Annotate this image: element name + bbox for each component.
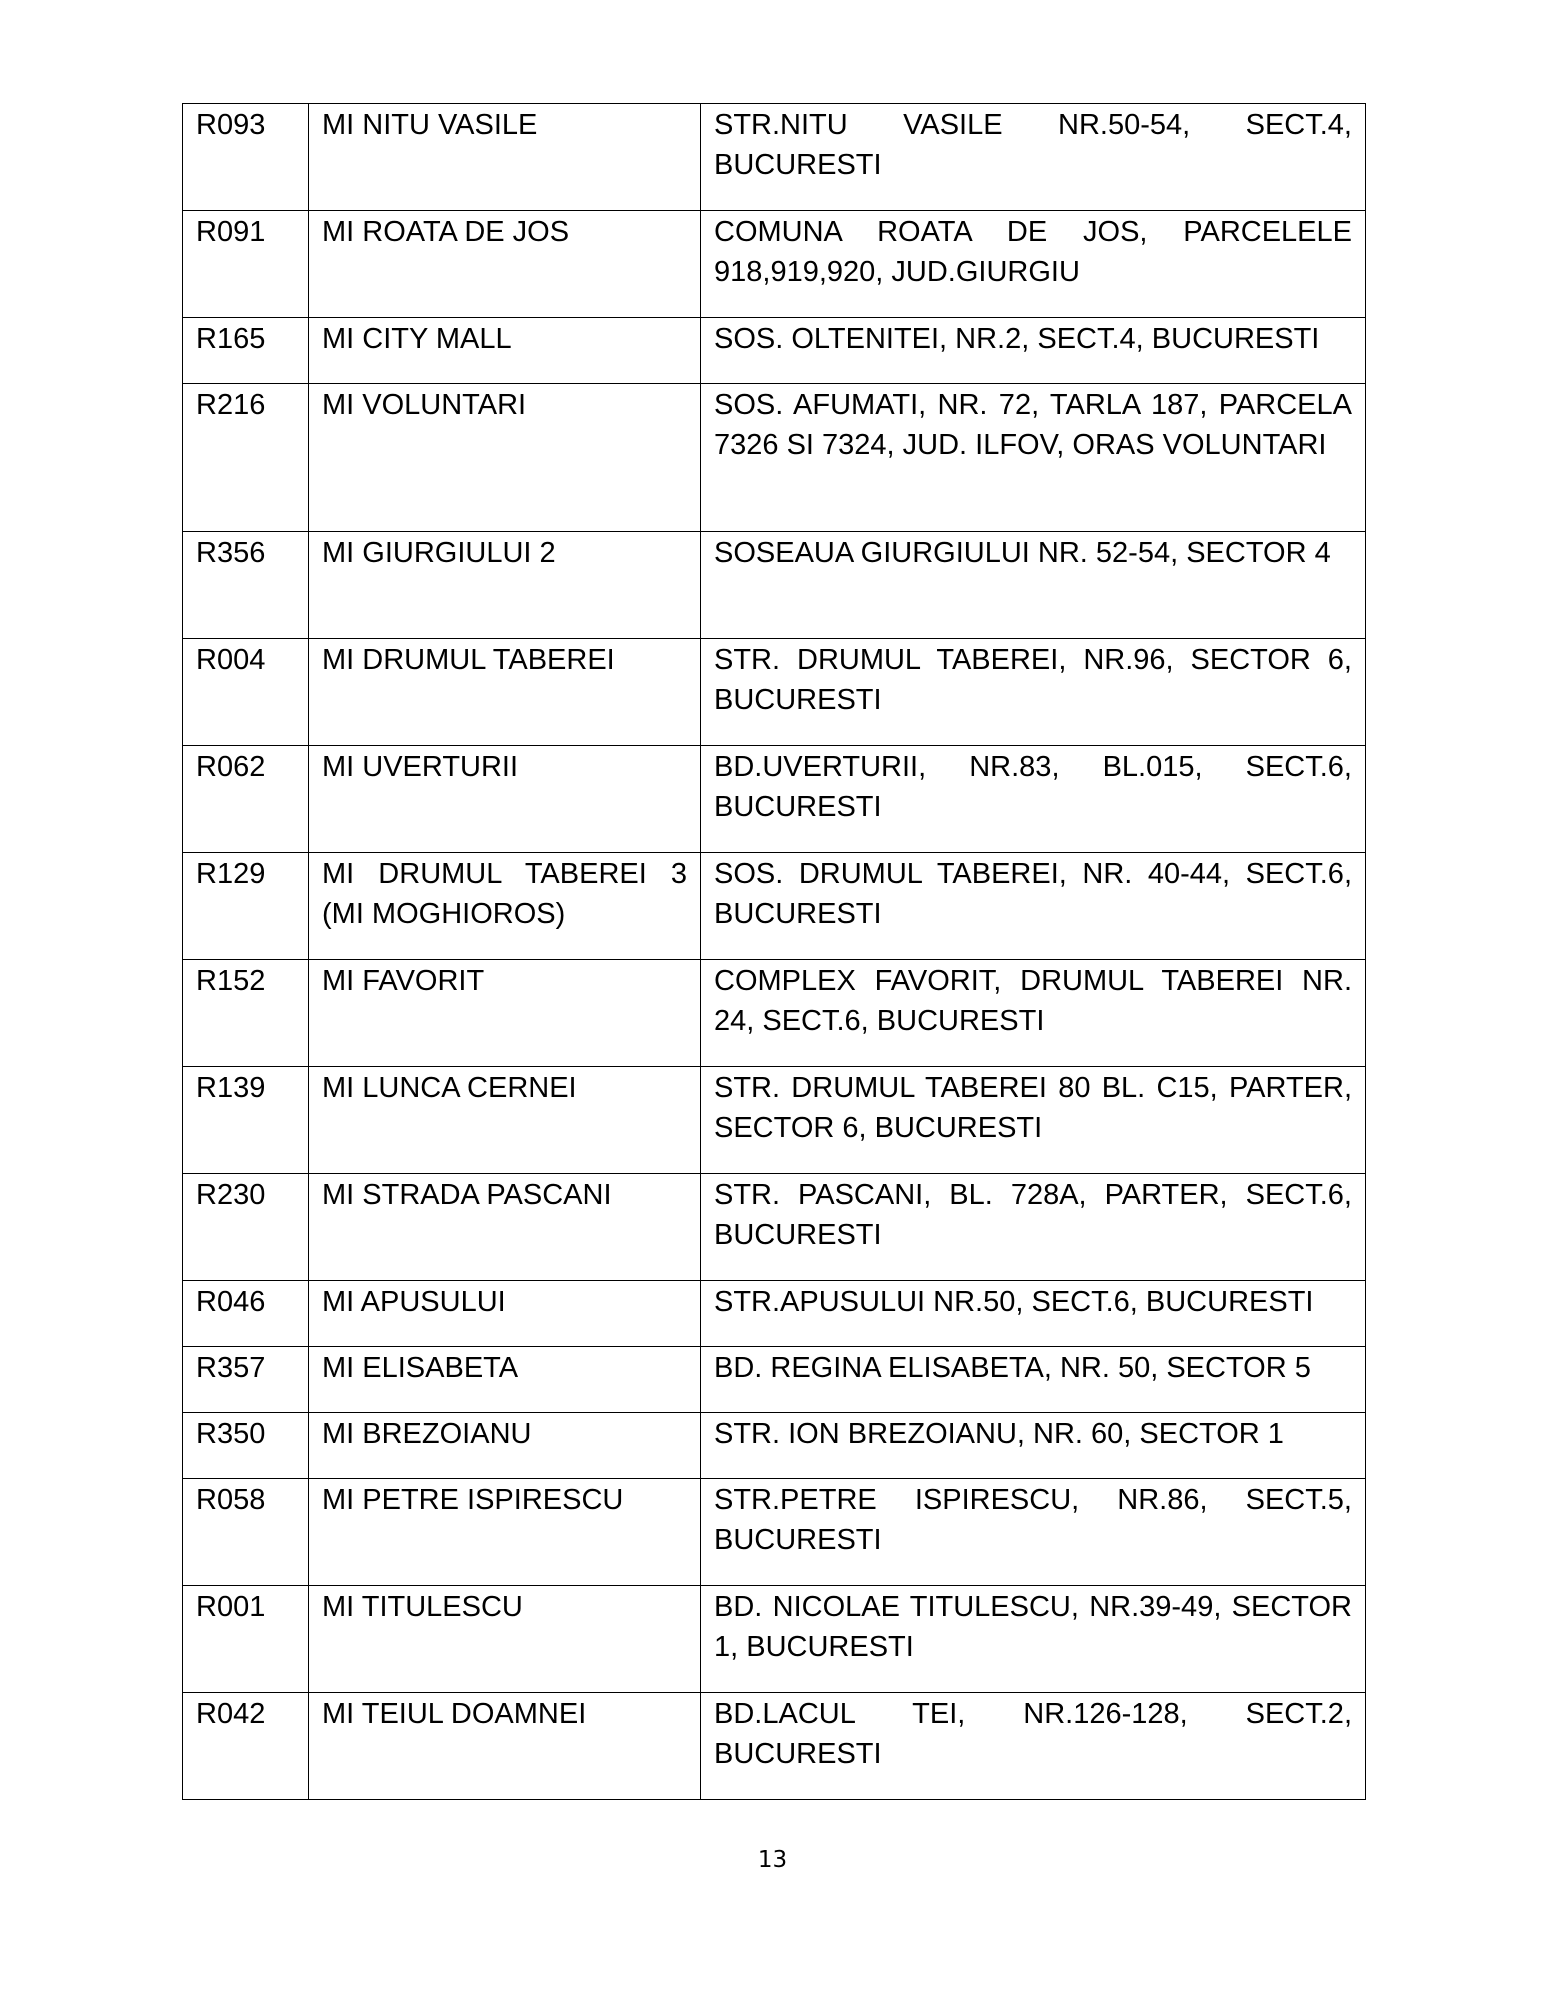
store-address-cell: BD.LACUL TEI, NR.126-128, SECT.2, BUCURESTI bbox=[701, 1693, 1366, 1800]
table-row bbox=[183, 1413, 1366, 1479]
store-code-cell: R004 bbox=[183, 639, 309, 746]
store-code-cell: R152 bbox=[183, 960, 309, 1067]
table-row bbox=[183, 104, 1366, 211]
store-address-cell: SOS. DRUMUL TABEREI, NR. 40-44, SECT.6, BUCURESTI bbox=[701, 853, 1366, 960]
store-name-cell: MI TITULESCU bbox=[309, 1586, 701, 1693]
store-address-cell: BD.UVERTURII, NR.83, BL.015, SECT.6, BUCURESTI bbox=[701, 746, 1366, 853]
store-name-cell: MI VOLUNTARI bbox=[309, 384, 701, 532]
table-body bbox=[183, 104, 1366, 1800]
store-name-cell: MI APUSULUI bbox=[309, 1281, 701, 1347]
store-code-cell: R042 bbox=[183, 1693, 309, 1800]
table-row bbox=[183, 1586, 1366, 1693]
store-code-cell: R350 bbox=[183, 1413, 309, 1479]
table-row bbox=[183, 1693, 1366, 1800]
store-code-cell: R356 bbox=[183, 532, 309, 639]
store-name-cell: MI GIURGIULUI 2 bbox=[309, 532, 701, 639]
store-address-cell: STR.NITU VASILE NR.50-54, SECT.4, BUCURESTI bbox=[701, 104, 1366, 211]
store-name-cell: MI BREZOIANU bbox=[309, 1413, 701, 1479]
store-code-cell: R139 bbox=[183, 1067, 309, 1174]
store-code-cell: R129 bbox=[183, 853, 309, 960]
store-address-cell: BD. NICOLAE TITULESCU, NR.39-49, SECTOR 1, BUCURESTI bbox=[701, 1586, 1366, 1693]
page-number: 13 bbox=[757, 1847, 788, 1873]
store-code-cell: R230 bbox=[183, 1174, 309, 1281]
store-address-cell: STR.PETRE ISPIRESCU, NR.86, SECT.5, BUCURESTI bbox=[701, 1479, 1366, 1586]
table-row bbox=[183, 1479, 1366, 1586]
store-code-cell: R216 bbox=[183, 384, 309, 532]
store-code-cell: R165 bbox=[183, 318, 309, 384]
store-name-cell: MI UVERTURII bbox=[309, 746, 701, 853]
store-name-cell: MI CITY MALL bbox=[309, 318, 701, 384]
table-row bbox=[183, 211, 1366, 318]
store-code-cell: R093 bbox=[183, 104, 309, 211]
store-code-cell: R062 bbox=[183, 746, 309, 853]
table-row bbox=[183, 1174, 1366, 1281]
store-name-cell: MI LUNCA CERNEI bbox=[309, 1067, 701, 1174]
store-code-cell: R001 bbox=[183, 1586, 309, 1693]
store-address-cell: COMPLEX FAVORIT, DRUMUL TABEREI NR. 24, SECT.6, BUCURESTI bbox=[701, 960, 1366, 1067]
store-name-cell: MI DRUMUL TABEREI bbox=[309, 639, 701, 746]
table-row bbox=[183, 639, 1366, 746]
store-name-cell: MI TEIUL DOAMNEI bbox=[309, 1693, 701, 1800]
store-address-cell: BD. REGINA ELISABETA, NR. 50, SECTOR 5 bbox=[701, 1347, 1366, 1413]
store-name-cell: MI ROATA DE JOS bbox=[309, 211, 701, 318]
table-row bbox=[183, 318, 1366, 384]
store-address-cell: STR. DRUMUL TABEREI 80 BL. C15, PARTER, SECTOR 6, BUCURESTI bbox=[701, 1067, 1366, 1174]
table-row bbox=[183, 960, 1366, 1067]
store-address-table bbox=[182, 103, 1366, 1800]
table-row bbox=[183, 853, 1366, 960]
table-row bbox=[183, 1067, 1366, 1174]
store-name-cell: MI STRADA PASCANI bbox=[309, 1174, 701, 1281]
store-name-cell: MI FAVORIT bbox=[309, 960, 701, 1067]
store-code-cell: R091 bbox=[183, 211, 309, 318]
store-address-cell: STR. DRUMUL TABEREI, NR.96, SECTOR 6, BUCURESTI bbox=[701, 639, 1366, 746]
store-code-cell: R046 bbox=[183, 1281, 309, 1347]
table-row bbox=[183, 384, 1366, 532]
store-code-cell: R357 bbox=[183, 1347, 309, 1413]
store-address-cell: SOS. OLTENITEI, NR.2, SECT.4, BUCURESTI bbox=[701, 318, 1366, 384]
store-address-cell: SOSEAUA GIURGIULUI NR. 52-54, SECTOR 4 bbox=[701, 532, 1366, 639]
table-row bbox=[183, 1281, 1366, 1347]
store-address-cell: STR.APUSULUI NR.50, SECT.6, BUCURESTI bbox=[701, 1281, 1366, 1347]
store-address-cell: SOS. AFUMATI, NR. 72, TARLA 187, PARCELA 7326 SI 7324, JUD. ILFOV, ORAS VOLUNTARI bbox=[701, 384, 1366, 532]
store-name-cell: MI NITU VASILE bbox=[309, 104, 701, 211]
store-address-cell: STR. PASCANI, BL. 728A, PARTER, SECT.6, BUCURESTI bbox=[701, 1174, 1366, 1281]
table-row bbox=[183, 746, 1366, 853]
store-name-cell: MI PETRE ISPIRESCU bbox=[309, 1479, 701, 1586]
store-name-cell: MI DRUMUL TABEREI 3 (MI MOGHIOROS) bbox=[309, 853, 701, 960]
table-row bbox=[183, 1347, 1366, 1413]
store-name-cell: MI ELISABETA bbox=[309, 1347, 701, 1413]
store-address-cell: STR. ION BREZOIANU, NR. 60, SECTOR 1 bbox=[701, 1413, 1366, 1479]
store-code-cell: R058 bbox=[183, 1479, 309, 1586]
store-address-cell: COMUNA ROATA DE JOS, PARCELELE 918,919,920, JUD.GIURGIU bbox=[701, 211, 1366, 318]
table-row bbox=[183, 532, 1366, 639]
